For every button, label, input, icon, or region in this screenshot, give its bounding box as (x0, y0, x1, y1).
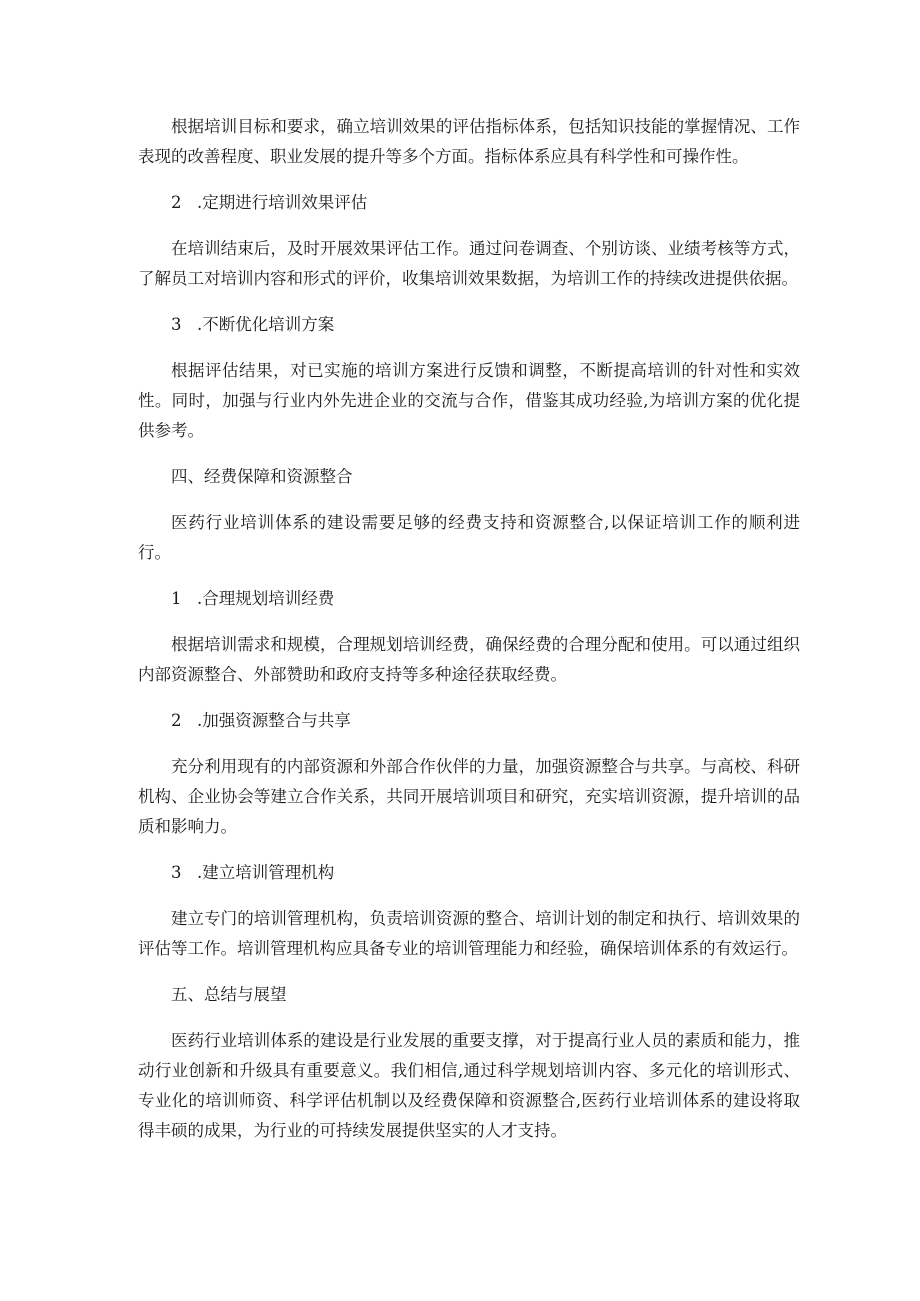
section-heading: 四、经费保障和资源整合 (171, 467, 353, 486)
paragraph: 根据培训需求和规模，合理规划培训经费，确保经费的合理分配和使用。可以通过组织内部资源整合、外部赞助和政府支持等多种途径获取经费。 (138, 635, 800, 684)
item-number: 3 (171, 315, 182, 334)
subheading-item (138, 584, 800, 614)
paragraph: 医药行业培训体系的建设是行业发展的重要支撑，对于提高行业人员的素质和能力，推动行业创新和升级具有重要意义。我们相信,通过科学规划培训内容、多元化的培训形式、专业化的培训师资、科学评估机制以及经费保障和资源整合,医药行业培训体系的建设将取得丰硕的成果，为行业的可持续发展提供坚实的人才支持。 (138, 1031, 800, 1140)
item-title: .加强资源整合与共享 (197, 711, 351, 730)
item-title: .合理规划培训经费 (197, 589, 335, 608)
item-number: 2 (171, 193, 182, 212)
subheading-item (138, 188, 800, 218)
subheading-item (138, 858, 800, 888)
paragraph: 医药行业培训体系的建设需要足够的经费支持和资源整合,以保证培训工作的顺利进行。 (138, 513, 800, 562)
paragraph: 根据评估结果，对已实施的培训方案进行反馈和调整，不断提高培训的针对性和实效性。同时，加强与行业内外先进企业的交流与合作，借鉴其成功经验,为培训方案的优化提供参考。 (138, 361, 800, 440)
item-number: 3 (171, 863, 182, 882)
subheading-item (138, 310, 800, 340)
paragraph: 充分利用现有的内部资源和外部合作伙伴的力量，加强资源整合与共享。与高校、科研机构、企业协会等建立合作关系，共同开展培训项目和研究，充实培训资源，提升培训的品质和影响力。 (138, 757, 800, 836)
document-page (138, 112, 800, 1146)
item-title: .定期进行培训效果评估 (197, 193, 368, 212)
paragraph: 在培训结束后，及时开展效果评估工作。通过问卷调查、个别访谈、业绩考核等方式，了解员工对培训内容和形式的评价，收集培训效果数据，为培训工作的持续改进提供依据。 (138, 239, 800, 288)
item-title: .建立培训管理机构 (197, 863, 335, 882)
item-number: 1 (171, 589, 182, 608)
section-heading: 五、总结与展望 (171, 985, 287, 1004)
subheading-item (138, 706, 800, 736)
paragraph: 根据培训目标和要求，确立培训效果的评估指标体系，包括知识技能的掌握情况、工作表现的改善程度、职业发展的提升等多个方面。指标体系应具有科学性和可操作性。 (138, 117, 800, 166)
paragraph: 建立专门的培训管理机构，负责培训资源的整合、培训计划的制定和执行、培训效果的评估等工作。培训管理机构应具备专业的培训管理能力和经验，确保培训体系的有效运行。 (138, 909, 800, 958)
item-title: .不断优化培训方案 (197, 315, 335, 334)
item-number: 2 (171, 711, 182, 730)
